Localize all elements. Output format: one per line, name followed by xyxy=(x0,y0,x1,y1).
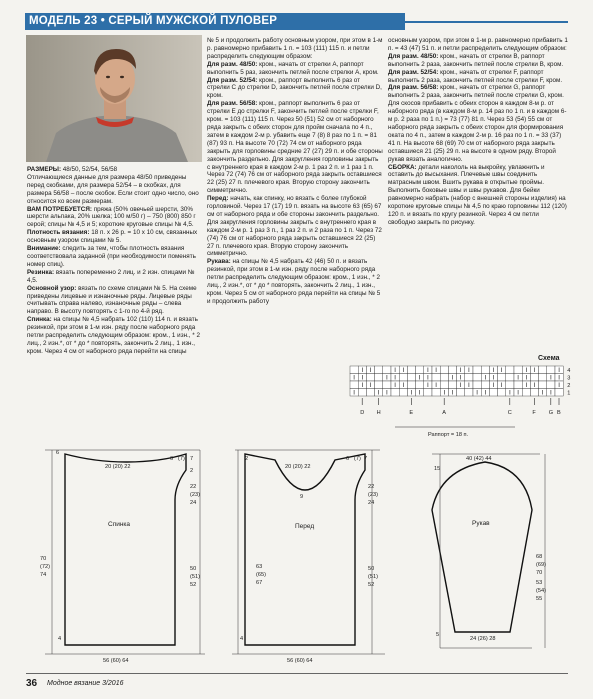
front-height-3: 67 xyxy=(256,580,263,586)
front-shoulder-3: 7 xyxy=(364,456,368,462)
paragraph-heading: ВАМ ПОТРЕБУЕТСЯ: xyxy=(27,205,92,213)
back-armhole-1: 22 xyxy=(190,484,197,490)
scheme-cell xyxy=(375,366,383,374)
paragraph-heading: Внимание: xyxy=(27,245,61,253)
paragraph-text: следить за тем, чтобы плотность вязания соответствовала заданной (при необходимости поменять номер спиц). xyxy=(27,245,196,268)
scheme-cell xyxy=(514,381,522,389)
paragraph xyxy=(207,195,383,258)
paragraph-text: пряжа (50% овечьей шерсти, 30% шерсти альпака, 20% шелка; 100 м/50 г) – 750 (800) 850 г серой; спицы № 4,5 и 5; короткие круговые спицы № 4,5. xyxy=(27,205,196,229)
back-shoulder-1: 6 xyxy=(170,456,174,462)
scheme-cell xyxy=(547,366,555,374)
sleeve-length-3: 70 xyxy=(536,570,543,576)
model-photo-illustration xyxy=(26,35,202,162)
paragraph-heading: Спинка: xyxy=(27,316,52,324)
scheme-cell xyxy=(448,366,456,374)
paragraph-text: на спицы № 4,5 набрать 42 (46) 50 п. и вязать резинкой, при этом в 1-м изн. ряду после наборного ряда петли распределить следующим образом: кром., 1 изн., * 2 лиц., 2 изн.*, от * до * повторять, закончить 2 лиц., 1 изн., кром. Через 5 см от наборного ряда перейти на спицы № 5 и продолжить работу xyxy=(207,258,381,305)
paragraph-text: на спицы № 4,5 набрать 102 (110) 114 п. и вязать резинкой, при этом в 1-м изн. ряду после наборного ряда петли распределить следующим образом: кром., 1 изн., * 2 лиц., 2 изн.*, от * до * повторять, закончить 2 лиц., 1 изн., кром. Через 4 см от наборного ряда перейти на спицы xyxy=(27,316,201,355)
scheme-cell xyxy=(424,389,432,397)
scheme-cell xyxy=(506,366,514,374)
back-height-2: (72) xyxy=(40,564,50,570)
paragraph-heading: РАЗМЕРЫ: xyxy=(27,166,62,173)
paragraph xyxy=(27,174,205,206)
scheme-cell xyxy=(481,381,489,389)
paragraph xyxy=(27,206,205,230)
paragraph-text: кром., раппорт выполнить 6 раз от стрелки E до стрелки F, закончить петлей после стрелки F, кром. = 103 (111) 115 п. Через 50 (51) 52 см от наборного ряда закрыть с обеих сторон для пройм сначала по 4 п., затем в каждом 2-м р. убавить еще 7 (8) 8 раз по 1 п. = 81 (87) 93 п. На высоте 70 (72) 74 см от наборного ряда закрыть для горловины средние 27 (27) 29 п. и обе стороны закончить раздельно. Для закругления горловины закрыть с внутреннего края в каждом 2-м р. 1 раз 2 п. и 1 раз 1 п. Через 72 (74) 76 см от наборного ряда закрыть оставшиеся 22 (25) 27 п. плечевого края. Вторую сторону закончить симметрично. xyxy=(207,100,383,195)
scheme-cell xyxy=(440,374,448,382)
scheme-cell xyxy=(440,366,448,374)
scheme-cell xyxy=(547,381,555,389)
paragraph xyxy=(27,166,205,174)
scheme-cell xyxy=(407,381,415,389)
scheme-cell xyxy=(539,381,547,389)
scheme-rapport-label: Раппорт = 18 п. xyxy=(428,432,469,438)
scheme-arrow-label: F xyxy=(532,410,536,416)
scheme-arrow-label: G xyxy=(548,410,554,416)
paragraph-heading: Плотность вязания: xyxy=(27,229,90,237)
scheme-cell xyxy=(375,374,383,382)
column-2 xyxy=(207,37,383,306)
back-bottom-width: 56 (60) 64 xyxy=(103,658,129,664)
paragraph-heading: Резинка: xyxy=(27,268,55,276)
scheme-cell xyxy=(383,381,391,389)
paragraph xyxy=(27,269,205,285)
paragraph-text: № 5 и продолжить работу основным узором, при этом в 1-м р. равномерно прибавить 1 п. = 103 (111) 115 п. и петли распределить следующим образом: xyxy=(207,37,383,60)
paragraph xyxy=(388,53,568,69)
scheme-cell xyxy=(498,374,506,382)
scheme-cell xyxy=(522,389,530,397)
sleeve-cap-3: 55 xyxy=(536,596,543,602)
sleeve-cap-1: 53 xyxy=(536,580,543,586)
back-side-1: 50 xyxy=(190,566,197,572)
paragraph xyxy=(388,37,568,53)
scheme-arrow-label: C xyxy=(507,410,512,416)
scheme-arrow-label: A xyxy=(442,410,446,416)
scheme-arrow-label: B xyxy=(557,410,561,416)
scheme-row-number: 2 xyxy=(567,383,571,389)
scheme-cell xyxy=(539,374,547,382)
scheme-cell xyxy=(465,374,473,382)
paragraph xyxy=(207,77,383,101)
paragraph-heading: Основной узор: xyxy=(27,284,77,292)
scheme-cell xyxy=(465,389,473,397)
scheme-cell xyxy=(375,381,383,389)
front-neck-width: 20 (20) 22 xyxy=(285,464,311,470)
scheme-cell xyxy=(506,381,514,389)
front-side-2: (51) xyxy=(368,574,378,580)
paragraph-text: 18 п. х 26 р. = 10 х 10 см, связанных основным узором спицами № 5. xyxy=(27,229,198,245)
back-pattern xyxy=(40,450,205,664)
front-bottom-small: 4 xyxy=(240,636,244,642)
back-bottom-small: 4 xyxy=(58,636,62,642)
sleeve-top-width: 40 (42) 44 xyxy=(466,456,492,462)
front-bottom-width: 56 (60) 64 xyxy=(287,658,313,664)
scheme-cell xyxy=(358,389,366,397)
back-side-2: (51) xyxy=(190,574,200,580)
column-1 xyxy=(27,166,205,356)
model-photo xyxy=(26,35,202,162)
paragraph xyxy=(27,285,205,317)
front-pattern xyxy=(232,450,385,664)
paragraph-text: кром., раппорт выполнить 6 раз от стрелки C до стрелки D, закончить петлей после стрелки D, кром. xyxy=(207,76,382,100)
back-top-left: 6 xyxy=(56,450,60,456)
back-shoulder-3: 7 xyxy=(190,456,194,462)
sleeve-label: Рукав xyxy=(472,520,490,527)
scheme-cell xyxy=(555,389,563,397)
footer-rule xyxy=(26,673,568,674)
scheme-cell xyxy=(498,389,506,397)
front-neck-depth: 9 xyxy=(300,494,304,500)
front-shoulder-1: 6 xyxy=(346,456,350,462)
scheme-cell xyxy=(530,374,538,382)
paragraph-text: детали накололь на выкройку, увлажнить и оставить до высыхания. Плечевые швы соединить матрасным швом. Вшить рукава в открытые проймы. Выполнить боковые швы и швы рукавов. Для бейки равномерно набрать (набор с внешней стороны изделия) на короткие круговые спицы № 4,5 по краю горловины 112 (120) 120 п. и вязать по кругу резинкой. Через 4 см петли свободно закрыть по рисунку. xyxy=(388,163,567,226)
paragraph-text: кром., начать от стрелки G, раппорт выполнить 2 раза, закончить петлей после стрелки G, кром. Для скосов прибавить с обеих сторон в каждом 8-м р. от наборного ряда (в каждом 8-м р. 14 раз по 1 п. и в каждом 6-м р. 2 раза по 1 п.) = 73 (77) 81 п. Через 53 (54) 55 см от наборного ряда закрыть с обеих сторон для формирования оката по 4 п., затем в каждом 2-м р. 16 раз по 1 п. = 33 (37) 41 п. На высоте 68 (69) 70 см от наборного ряда закрыть оставшиеся 21 (25) 29 п. на высоте в одном ряду. Второй рукав вязать аналогично. xyxy=(388,84,567,163)
scheme-cell xyxy=(366,389,374,397)
front-armhole-3: 24 xyxy=(368,500,375,506)
scheme-title: Схема xyxy=(538,355,560,362)
paragraph-text: вязать попеременно 2 лиц. и 2 изн. спицами № 4,5. xyxy=(27,268,195,284)
scheme-arrow-label: H xyxy=(376,410,381,416)
back-right-small: 2 xyxy=(190,468,194,474)
paragraph-text: кром., начать от стрелки F, раппорт выполнить 2 раза, закончить петлей после стрелки F, кром. xyxy=(388,68,563,84)
scheme-cell xyxy=(448,381,456,389)
pattern-diagrams xyxy=(0,440,593,670)
scheme-cell xyxy=(366,374,374,382)
scheme-cell xyxy=(514,366,522,374)
knitting-scheme xyxy=(340,362,575,442)
paragraph-heading: Для разм. 56/58: xyxy=(207,100,258,108)
column-3 xyxy=(388,37,568,227)
scheme-cell xyxy=(473,381,481,389)
paragraph-text: начать, как спинку, но вязать с более глубокой горловиной. Через 17 (17) 19 п. вязать на высоте 63 (65) 67 см от наборного ряда и обе стороны закончить раздельно. Для закругления горловины закрыть с внутреннего края в каждом 2-м р. 1 раз 3 п., 1 раз 2 п. и 2 раза по 1 п. Через 72 (74) 76 см от наборного ряда закрыть оставшиеся 22 (25) 27 п. плечевого края. Вторую сторону закончить симметрично. xyxy=(207,195,382,258)
paragraph-heading: Для разм. 48/50: xyxy=(207,60,258,68)
scheme-cell xyxy=(473,366,481,374)
sleeve-bottom-small: 5 xyxy=(436,632,440,638)
page-header xyxy=(0,0,593,30)
front-armhole-2: (23) xyxy=(368,492,378,498)
paragraph-text: кром., начать от стрелки A, раппорт выполнить 5 раз, закончить петлей после стрелки A, кром. xyxy=(207,60,379,76)
paragraph-heading: Для разм. 52/54: xyxy=(388,68,439,76)
scheme-cell xyxy=(407,366,415,374)
paragraph-heading: Перед: xyxy=(207,195,229,203)
title-rule xyxy=(405,21,568,23)
magazine-name: Модное вязание 3/2016 xyxy=(47,680,124,687)
scheme-cell xyxy=(473,374,481,382)
scheme-row-number: 1 xyxy=(567,390,571,397)
paragraph xyxy=(207,37,383,61)
front-height-2: (65) xyxy=(256,572,266,578)
front-armhole-1: 22 xyxy=(368,484,375,490)
back-shoulder-2: (7) xyxy=(178,456,185,462)
front-side-1: 50 xyxy=(368,566,375,572)
scheme-cell xyxy=(416,381,424,389)
front-height-1: 63 xyxy=(256,564,263,570)
paragraph-heading: СБОРКА: xyxy=(388,163,417,171)
sleeve-top-left: 15 xyxy=(434,466,441,472)
paragraph-text: 48/50, 52/54, 56/58 xyxy=(61,166,118,173)
scheme-cell xyxy=(432,389,440,397)
paragraph-heading: Рукава: xyxy=(207,258,231,266)
scheme-cell xyxy=(481,366,489,374)
scheme-arrow-label: E xyxy=(409,410,414,416)
scheme-row-number: 4 xyxy=(567,368,571,374)
scheme-cell xyxy=(407,374,415,382)
scheme-cell xyxy=(350,366,358,374)
scheme-row-number: 3 xyxy=(567,375,571,382)
back-armhole-3: 24 xyxy=(190,500,197,506)
paragraph xyxy=(388,84,568,163)
back-label: Спинка xyxy=(108,521,131,528)
paragraph xyxy=(388,164,568,227)
front-top-small: 2 xyxy=(245,456,249,462)
scheme-cell xyxy=(530,389,538,397)
scheme-cell xyxy=(506,374,514,382)
paragraph xyxy=(207,61,383,77)
paragraph xyxy=(207,258,383,305)
paragraph-text: кром., начать от стрелки B, раппорт выполнить 2 раза, закончить петлей после стрелки B, кром. xyxy=(388,52,564,68)
paragraph-heading: Для разм. 56/58: xyxy=(388,84,439,92)
sleeve-length-2: (69) xyxy=(536,562,546,568)
scheme-cell xyxy=(457,389,465,397)
sleeve-length-1: 68 xyxy=(536,554,543,560)
front-side-3: 52 xyxy=(368,582,375,588)
paragraph-text: Отличающиеся данные для размера 48/50 приведены перед скобками, для размера 52/54 – в скобках, для размера 56/58 – после скобок. Если стоит одно число, оно относится ко всем размерам. xyxy=(27,173,199,205)
sleeve-cap-2: (54) xyxy=(536,588,546,594)
paragraph-text: основным узором, при этом в 1-м р. равномерно прибавить 1 п. = 43 (47) 51 п. и петли распределить следующим образом: xyxy=(388,37,568,52)
paragraph-text: вязать по схеме спицами № 5. На схеме приведены лицевые и изнаночные ряды. Лицевые ряды считывать справа налево, изнаночные ряды – слева направо. В высоту повторять с 1-го по 4-й ряд. xyxy=(27,284,197,316)
paragraph xyxy=(27,316,205,356)
sleeve-pattern xyxy=(432,454,546,648)
back-height-1: 70 xyxy=(40,556,47,562)
front-label: Перед xyxy=(295,523,315,530)
scheme-cell xyxy=(399,389,407,397)
scheme-cell xyxy=(539,366,547,374)
scheme-cell xyxy=(440,381,448,389)
scheme-cell xyxy=(489,389,497,397)
scheme-cell xyxy=(383,366,391,374)
scheme-cell xyxy=(399,374,407,382)
paragraph xyxy=(27,229,205,245)
scheme-cell xyxy=(416,366,424,374)
scheme-cell xyxy=(432,374,440,382)
scheme-arrow-label: D xyxy=(360,410,365,416)
back-side-3: 52 xyxy=(190,582,197,588)
scheme-cell xyxy=(350,381,358,389)
paragraph-heading: Для разм. 48/50: xyxy=(388,52,439,60)
page-number: 36 xyxy=(26,678,38,689)
paragraph-heading: Для разм. 52/54: xyxy=(207,76,258,84)
page-title: МОДЕЛЬ 23 • СЕРЫЙ МУЖСКОЙ ПУЛОВЕР xyxy=(25,13,405,30)
back-neck-width: 20 (20) 22 xyxy=(105,464,131,470)
sleeve-bottom-width: 24 (26) 28 xyxy=(470,636,496,642)
paragraph xyxy=(207,100,383,195)
paragraph xyxy=(388,69,568,85)
back-height-3: 74 xyxy=(40,572,47,578)
back-armhole-2: (23) xyxy=(190,492,200,498)
front-shoulder-2: (7) xyxy=(354,456,361,462)
paragraph xyxy=(27,245,205,269)
scheme-cell xyxy=(391,389,399,397)
